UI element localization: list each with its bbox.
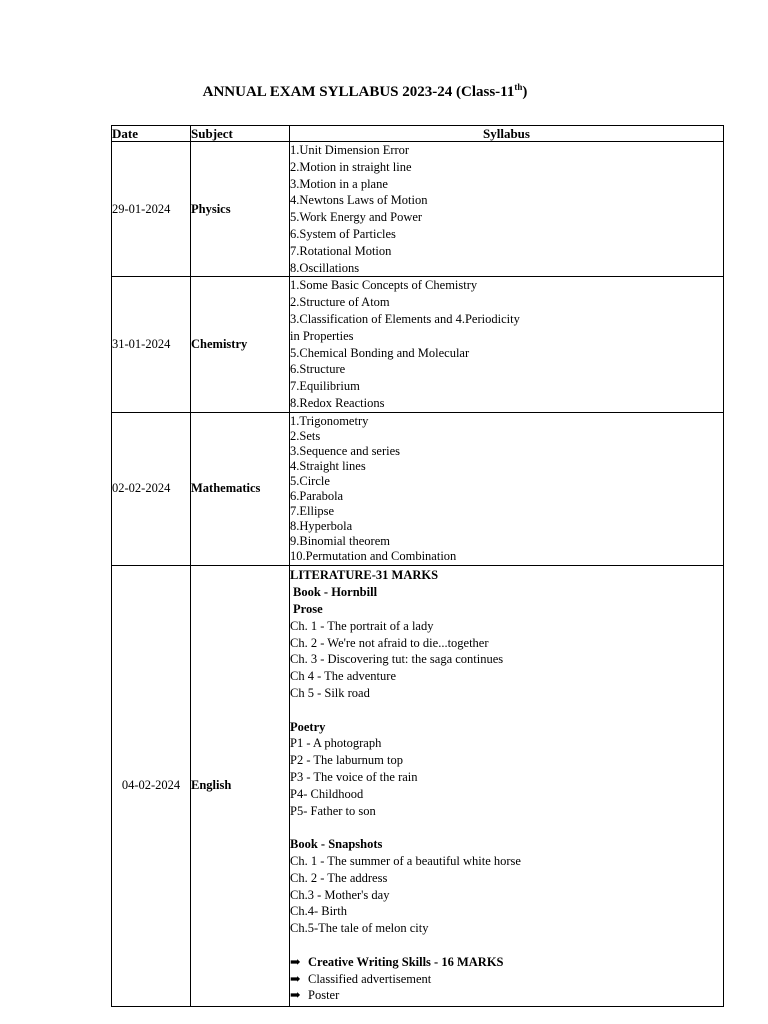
- list-item: 8.Oscillations: [290, 260, 360, 275]
- physics-subject: Physics: [191, 142, 290, 277]
- title-close: ): [522, 84, 528, 100]
- table-row-mathematics: [112, 412, 724, 565]
- list-item: Ch. 2 - The address: [290, 870, 388, 885]
- table-header-row: [112, 126, 724, 142]
- list-item: 5.Chemical Bonding and Molecular: [290, 345, 470, 360]
- prose-heading: Prose: [293, 601, 323, 616]
- table-row-chemistry: [112, 277, 724, 412]
- header-syllabus: Syllabus: [290, 126, 724, 142]
- list-item: Ch 4 - The adventure: [290, 669, 396, 684]
- list-item: 1.Unit Dimension Error: [290, 143, 410, 157]
- syllabus-table: [111, 125, 724, 1007]
- list-item: Ch. 3 - Discovering tut: the saga continues: [290, 652, 504, 667]
- book-hornbill-heading: Book - Hornbill: [293, 585, 378, 600]
- physics-date: 29-01-2024: [112, 142, 191, 277]
- writing-item-text: Classified advertisement: [308, 971, 432, 986]
- header-date: Date: [112, 126, 191, 142]
- list-item: Ch. 1 - The portrait of a lady: [290, 618, 434, 633]
- list-item: 6.Structure: [290, 362, 346, 377]
- list-item: 5.Work Energy and Power: [290, 210, 423, 225]
- mathematics-date: 02-02-2024: [112, 412, 191, 565]
- spacer: [290, 819, 723, 836]
- spacer: [290, 937, 723, 954]
- list-item: P1 - A photograph: [290, 736, 382, 751]
- list-item: Ch. 1 - The summer of a beautiful white horse: [290, 853, 521, 868]
- list-item: P4- Childhood: [290, 786, 364, 801]
- list-item: 7.Ellipse: [290, 503, 335, 518]
- list-item: in Properties: [290, 328, 354, 343]
- list-item: 3.Classification of Elements and 4.Periodicity: [290, 311, 520, 326]
- list-item: P2 - The laburnum top: [290, 753, 403, 768]
- chemistry-date: 31-01-2024: [112, 277, 191, 412]
- list-item: 5.Circle: [290, 473, 330, 488]
- mathematics-syllabus: [290, 412, 724, 565]
- english-subject: English: [191, 565, 290, 1006]
- header-subject: Subject: [191, 126, 290, 142]
- english-date: 04-02-2024: [112, 565, 191, 1006]
- arrow-right-icon: ➡: [290, 954, 301, 969]
- list-item: Ch.4- Birth: [290, 904, 347, 919]
- list-item: Ch.3 - Mother's day: [290, 887, 390, 902]
- writing-heading: [290, 954, 723, 971]
- list-item: Ch. 2 - We're not afraid to die...together: [290, 635, 489, 650]
- list-item: Ch.5-The tale of melon city: [290, 921, 429, 936]
- list-item: 7.Equilibrium: [290, 379, 360, 394]
- book-snapshots-heading: Book - Snapshots: [290, 837, 383, 852]
- arrow-right-icon: ➡: [290, 971, 301, 986]
- list-item: 1.Some Basic Concepts of Chemistry: [290, 278, 478, 293]
- literature-heading: LITERATURE-31 MARKS: [290, 568, 439, 583]
- list-item: Ch 5 - Silk road: [290, 685, 370, 700]
- poetry-heading: Poetry: [290, 719, 326, 734]
- english-syllabus: [290, 565, 724, 1006]
- list-item: 3.Motion in a plane: [290, 176, 388, 191]
- list-item: [290, 987, 723, 1004]
- chemistry-subject: Chemistry: [191, 277, 290, 412]
- list-item: 1.Trigonometry: [290, 413, 369, 428]
- list-item: P5- Father to son: [290, 803, 376, 818]
- spacer: [290, 702, 723, 719]
- list-item: 10.Permutation and Combination: [290, 548, 457, 563]
- table-row-english: [112, 565, 724, 1006]
- table-row-physics: [112, 142, 724, 277]
- list-item: 2.Structure of Atom: [290, 295, 390, 310]
- page-title: [0, 82, 730, 101]
- list-item: 3.Sequence and series: [290, 443, 401, 458]
- list-item: 9.Binomial theorem: [290, 533, 390, 548]
- title-superscript: th: [514, 82, 523, 92]
- list-item: 4.Newtons Laws of Motion: [290, 193, 428, 208]
- list-item: [290, 971, 723, 988]
- physics-syllabus: [290, 142, 724, 277]
- arrow-right-icon: ➡: [290, 988, 301, 1003]
- list-item: 8.Hyperbola: [290, 518, 353, 533]
- list-item: 4.Straight lines: [290, 458, 366, 473]
- list-item: 6.System of Particles: [290, 226, 396, 241]
- mathematics-subject: Mathematics: [191, 412, 290, 565]
- writing-heading-text: Creative Writing Skills - 16 MARKS: [308, 954, 504, 969]
- list-item: 8.Redox Reactions: [290, 395, 385, 410]
- list-item: 6.Parabola: [290, 488, 344, 503]
- chemistry-syllabus: [290, 277, 724, 412]
- list-item: P3 - The voice of the rain: [290, 769, 418, 784]
- list-item: 2.Motion in straight line: [290, 159, 412, 174]
- title-text: ANNUAL EXAM SYLLABUS 2023-24 (Class-11: [202, 84, 515, 100]
- list-item: 2.Sets: [290, 428, 321, 443]
- list-item: 7.Rotational Motion: [290, 243, 392, 258]
- writing-item-text: Poster: [308, 988, 340, 1003]
